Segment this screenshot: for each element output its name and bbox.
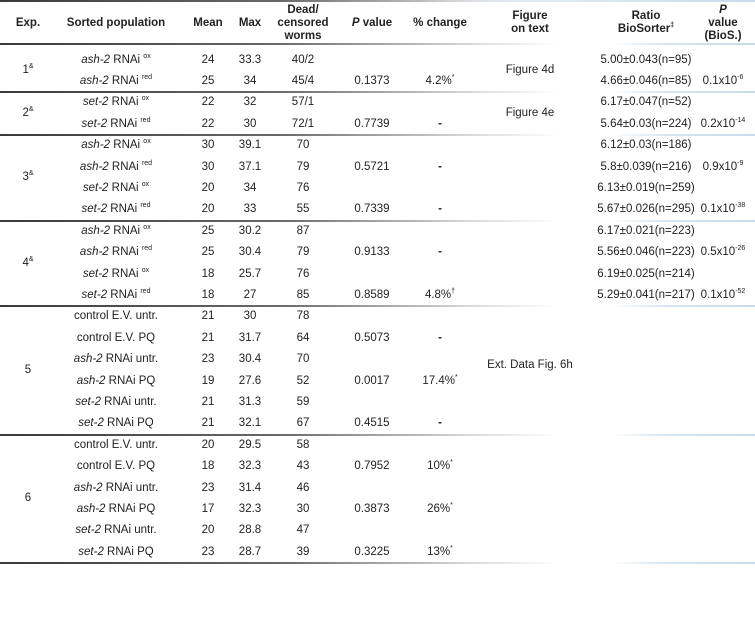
- group-separator-right: [610, 134, 755, 136]
- mean-value: 24: [201, 53, 215, 66]
- sorted-population: [77, 332, 155, 345]
- gene-name: ash-2: [79, 246, 109, 259]
- population-superscript: ox: [143, 223, 151, 231]
- sorted-population: [80, 246, 152, 259]
- percent-change: [426, 75, 455, 88]
- population-label: RNAi: [110, 139, 141, 152]
- population-superscript: red: [140, 116, 151, 124]
- max-value: 30.4: [238, 353, 262, 366]
- biosorter-ratio: 6.12±0.03(n=186): [600, 139, 692, 152]
- sorted-population: [75, 524, 156, 537]
- sorted-population: [81, 139, 150, 152]
- gene-name: ash-2: [79, 160, 109, 173]
- percent-change-value: -: [438, 331, 442, 344]
- dead-censored-value: 70: [296, 139, 310, 152]
- gene-name: ash-2: [76, 502, 106, 515]
- dead-censored-value: 58: [296, 438, 310, 451]
- dead-censored-value: 59: [296, 395, 310, 408]
- sorted-population: [75, 396, 156, 409]
- header-dead-censored: [277, 4, 328, 43]
- dead-censored-value: 87: [296, 224, 310, 237]
- max-value: 34: [243, 181, 257, 194]
- group-separator: [0, 134, 560, 136]
- percent-change-mark: *: [450, 459, 453, 467]
- dead-censored-value: 76: [296, 181, 310, 194]
- percent-change: [427, 546, 453, 559]
- biosorter-p-exponent: -9: [737, 159, 744, 167]
- dead-censored-value: 76: [296, 267, 310, 280]
- population-label: RNAi untr.: [100, 524, 157, 537]
- percent-change: [438, 246, 442, 259]
- population-label: RNAi: [108, 96, 139, 109]
- gene-name: ash-2: [73, 481, 103, 494]
- gene-name: ash-2: [81, 53, 111, 66]
- population-superscript: red: [140, 202, 151, 210]
- header-biosp-line1: P: [719, 4, 727, 16]
- sorted-population: [77, 375, 156, 388]
- gene-name: ash-2: [73, 353, 103, 366]
- dead-censored-value: 47: [296, 524, 310, 537]
- experiment-number: [22, 171, 33, 184]
- population-superscript: red: [141, 73, 153, 81]
- percent-change-value: 26%: [427, 502, 451, 515]
- population-label: RNAi PQ: [103, 545, 154, 558]
- experiment-id: 6: [24, 492, 32, 505]
- biosorter-p-exponent: -14: [735, 116, 746, 124]
- header-p-italic: P: [351, 17, 360, 29]
- max-value: 39.1: [238, 139, 262, 152]
- header-ratio-line1: Ratio: [631, 10, 661, 22]
- population-label: control E.V. PQ: [76, 331, 156, 344]
- p-value: 0.3873: [354, 502, 390, 515]
- experiment-number: [22, 107, 33, 120]
- group-separator: [0, 305, 560, 307]
- mean-value: 20: [201, 181, 215, 194]
- group-separator-right: [610, 220, 755, 222]
- experiment-mark: &: [28, 170, 34, 178]
- sorted-population: [81, 225, 150, 238]
- percent-change-mark: *: [450, 501, 453, 509]
- biosorter-ratio: 5.00±0.043(n=95): [600, 53, 692, 66]
- percent-change-value: -: [438, 246, 442, 259]
- max-value: 31.7: [238, 331, 262, 344]
- p-value: 0.4515: [354, 417, 390, 430]
- experiment-id: 3: [22, 171, 29, 184]
- population-label: RNAi untr.: [100, 395, 157, 408]
- dead-censored-value: 72/1: [291, 117, 315, 130]
- biosorter-ratio: 6.19±0.025(n=214): [597, 267, 695, 280]
- biosorter-p-base: 0.1x10: [700, 288, 736, 301]
- group-separator: [0, 91, 560, 93]
- percent-change-value: -: [438, 417, 442, 430]
- biosorter-p-base: 0.1x10: [700, 203, 736, 216]
- sorted-population: [82, 289, 151, 302]
- gene-name: set-2: [81, 203, 108, 216]
- dead-censored-value: 55: [296, 203, 310, 216]
- population-superscript: red: [140, 287, 151, 295]
- population-superscript: ox: [143, 138, 151, 146]
- header-exp: Exp.: [15, 17, 41, 29]
- population-label: RNAi PQ: [103, 417, 154, 430]
- biosorter-p-value: [703, 75, 744, 88]
- sorted-population: [74, 439, 158, 452]
- biosorter-p-base: 0.5x10: [700, 246, 736, 259]
- p-value: 0.0017: [354, 374, 390, 387]
- experiment-number: [25, 364, 31, 377]
- dead-censored-value: 39: [296, 545, 310, 558]
- max-value: 32.1: [238, 417, 262, 430]
- header-p-rest: value: [359, 17, 393, 29]
- mean-value: 23: [201, 545, 215, 558]
- mean-value: 20: [201, 438, 215, 451]
- experiment-mark: &: [28, 63, 34, 71]
- biosorter-p-base: 0.2x10: [700, 117, 736, 130]
- dead-censored-value: 30: [296, 502, 310, 515]
- biosorter-ratio: 4.66±0.046(n=85): [600, 74, 692, 87]
- experiment-number: [25, 492, 31, 505]
- sorted-population: [77, 460, 155, 473]
- population-superscript: ox: [141, 266, 150, 274]
- max-value: 30.4: [238, 246, 262, 259]
- mean-value: 18: [201, 460, 215, 473]
- mean-value: 25: [201, 224, 215, 237]
- figure-reference: Figure 4d: [505, 64, 555, 77]
- max-value: 30.2: [238, 224, 262, 237]
- population-superscript: red: [141, 159, 153, 167]
- population-label: RNAi: [108, 181, 139, 194]
- dead-censored-value: 46: [296, 481, 310, 494]
- dead-censored-value: 67: [296, 417, 310, 430]
- group-separator: [0, 562, 560, 564]
- mean-value: 21: [201, 417, 215, 430]
- experiment-id: 1: [22, 64, 29, 77]
- percent-change: [438, 161, 442, 174]
- gene-name: ash-2: [79, 74, 109, 87]
- population-label: RNAi: [108, 267, 139, 280]
- sorted-population: [81, 54, 150, 67]
- experiment-number: [22, 257, 33, 270]
- population-label: RNAi untr.: [102, 481, 159, 494]
- sorted-population: [74, 353, 158, 366]
- header-dead-line1: Dead/: [287, 4, 319, 16]
- dead-censored-value: 79: [296, 160, 310, 173]
- max-value: 32: [243, 96, 257, 109]
- population-superscript: red: [141, 245, 153, 253]
- population-label: RNAi PQ: [105, 502, 156, 515]
- percent-change: [422, 375, 457, 388]
- p-value: 0.5721: [354, 160, 390, 173]
- max-value: 25.7: [238, 267, 262, 280]
- experiment-id: 2: [22, 107, 29, 119]
- sorted-population: [82, 203, 151, 216]
- biosorter-p-base: 0.9x10: [702, 160, 738, 173]
- gene-name: set-2: [78, 545, 104, 558]
- dead-censored-value: 85: [296, 288, 310, 301]
- sorted-population: [77, 503, 156, 516]
- population-label: control E.V. untr.: [74, 438, 158, 451]
- biosorter-ratio: 6.17±0.047(n=52): [600, 96, 692, 109]
- percent-change: [425, 289, 455, 302]
- sorted-population: [83, 268, 149, 281]
- biosorter-p-value: [701, 118, 746, 131]
- percent-change: [438, 118, 442, 131]
- experiment-mark: &: [28, 255, 34, 263]
- biosorter-ratio: 5.8±0.039(n=216): [600, 160, 692, 173]
- mean-value: 30: [201, 139, 215, 152]
- header-biosorter-p: [704, 4, 741, 43]
- group-separator-right: [610, 305, 755, 307]
- max-value: 34: [243, 74, 257, 87]
- mean-value: 22: [201, 117, 215, 130]
- mean-value: 25: [201, 246, 215, 259]
- population-label: RNAi: [107, 288, 138, 301]
- sorted-population: [83, 182, 149, 195]
- figure-reference: Ext. Data Fig. 6h: [487, 358, 573, 371]
- max-value: 31.4: [238, 481, 262, 494]
- percent-change: [427, 460, 453, 473]
- biosorter-p-exponent: -38: [735, 202, 746, 210]
- header-rule-right: [610, 43, 755, 45]
- dead-censored-value: 52: [296, 374, 310, 387]
- biosorter-ratio: 5.67±0.026(n=295): [597, 203, 695, 216]
- experiment-number: [22, 64, 33, 77]
- biosorter-ratio: 6.17±0.021(n=223): [597, 224, 695, 237]
- biosorter-ratio: 6.13±0.019(n=259): [597, 181, 695, 194]
- mean-value: 21: [201, 331, 215, 344]
- header-p-value: [352, 17, 392, 30]
- max-value: 31.3: [238, 395, 262, 408]
- percent-change: [438, 417, 442, 430]
- max-value: 30: [243, 117, 257, 130]
- mean-value: 20: [201, 524, 215, 537]
- max-value: 37.1: [238, 160, 262, 173]
- mean-value: 17: [201, 502, 215, 515]
- max-value: 27.6: [238, 374, 262, 387]
- sorted-population: [80, 161, 152, 174]
- mean-value: 21: [201, 395, 215, 408]
- header-ratio-mark: ‡: [670, 22, 675, 29]
- header-rule: [0, 43, 560, 45]
- header-biosp-line2: value: [708, 17, 738, 29]
- population-label: RNAi: [108, 246, 139, 259]
- percent-change-mark: *: [454, 373, 458, 381]
- population-label: control E.V. PQ: [76, 460, 156, 473]
- population-label: RNAi: [108, 74, 139, 87]
- biosorter-p-exponent: -52: [735, 287, 746, 295]
- population-superscript: ox: [143, 52, 151, 60]
- dead-censored-value: 43: [296, 460, 310, 473]
- header-figure-line1: Figure: [512, 10, 548, 22]
- header-ratio-line2: BioSorter: [617, 23, 671, 35]
- max-value: 33.3: [238, 53, 262, 66]
- biosorter-p-exponent: -6: [737, 73, 744, 81]
- header-dead-line2: censored: [277, 17, 329, 29]
- mean-value: 21: [201, 310, 215, 323]
- p-value: 0.8589: [354, 288, 390, 301]
- population-label: RNAi untr.: [102, 353, 159, 366]
- population-label: control E.V. untr.: [74, 310, 158, 323]
- gene-name: set-2: [82, 267, 109, 280]
- biosorter-p-value: [701, 246, 746, 259]
- population-label: RNAi: [108, 160, 139, 173]
- header-biosp-line3: (BioS.): [704, 30, 742, 42]
- sorted-population: [80, 75, 152, 88]
- max-value: 30: [243, 310, 257, 323]
- percent-change-mark: *: [450, 544, 453, 552]
- population-label: RNAi: [110, 224, 141, 237]
- max-value: 29.5: [238, 438, 262, 451]
- percent-change: [438, 203, 442, 216]
- mean-value: 22: [201, 96, 215, 109]
- experiment-mark: &: [28, 106, 34, 113]
- group-separator-right: [610, 91, 755, 93]
- population-label: RNAi: [110, 53, 141, 66]
- gene-name: ash-2: [76, 374, 106, 387]
- mean-value: 19: [201, 374, 215, 387]
- sorted-population: [83, 96, 149, 109]
- population-label: RNAi PQ: [105, 374, 156, 387]
- percent-change-value: 17.4%: [422, 374, 455, 387]
- experiment-id: 5: [24, 363, 32, 376]
- gene-name: set-2: [75, 395, 101, 408]
- dead-censored-value: 45/4: [291, 74, 315, 87]
- population-label: RNAi: [107, 117, 138, 130]
- gene-name: set-2: [82, 96, 109, 109]
- header-population: Sorted population: [66, 17, 166, 29]
- gene-name: ash-2: [81, 224, 111, 237]
- figure-reference: Figure 4e: [505, 107, 555, 119]
- max-value: 27: [243, 288, 257, 301]
- gene-name: set-2: [82, 181, 109, 194]
- dead-censored-value: 64: [296, 331, 310, 344]
- biosorter-ratio: 5.56±0.046(n=223): [597, 246, 695, 259]
- population-superscript: ox: [141, 180, 150, 188]
- dead-censored-value: 57/1: [291, 96, 315, 109]
- max-value: 33: [243, 203, 257, 216]
- gene-name: set-2: [81, 117, 108, 130]
- mean-value: 25: [201, 74, 215, 87]
- p-value: 0.3225: [354, 545, 390, 558]
- population-label: RNAi: [107, 203, 138, 216]
- p-value: 0.7339: [354, 203, 390, 216]
- sorted-population: [74, 310, 158, 323]
- mean-value: 23: [201, 353, 215, 366]
- max-value: 28.7: [238, 545, 262, 558]
- gene-name: set-2: [75, 524, 101, 537]
- percent-change-mark: *: [451, 73, 455, 81]
- mean-value: 23: [201, 481, 215, 494]
- percent-change-value: -: [438, 117, 442, 130]
- max-value: 32.3: [238, 502, 262, 515]
- mean-value: 20: [201, 203, 215, 216]
- p-value: 0.7739: [354, 117, 390, 130]
- max-value: 32.3: [238, 460, 262, 473]
- mean-value: 30: [201, 160, 215, 173]
- sorted-population: [78, 417, 153, 430]
- header-figure: [511, 10, 549, 36]
- header-ratio: [618, 10, 674, 36]
- sorted-population: [74, 482, 158, 495]
- percent-change-value: 4.2%: [425, 74, 452, 87]
- header-change: % change: [413, 17, 467, 29]
- header-dead-line3: worms: [284, 30, 322, 42]
- dead-censored-value: 79: [296, 246, 310, 259]
- group-separator: [0, 434, 560, 436]
- gene-name: ash-2: [81, 139, 111, 152]
- percent-change: [438, 332, 442, 345]
- biosorter-p-value: [703, 161, 744, 174]
- p-value: 0.7952: [354, 460, 390, 473]
- percent-change-value: 13%: [427, 545, 451, 558]
- group-separator-right: [610, 562, 755, 564]
- max-value: 28.8: [238, 524, 262, 537]
- header-figure-line2: on text: [511, 23, 549, 35]
- mean-value: 18: [201, 288, 215, 301]
- group-separator: [0, 220, 560, 222]
- mean-value: 18: [201, 267, 215, 280]
- percent-change-value: 4.8%: [424, 288, 452, 301]
- dead-censored-value: 78: [296, 310, 310, 323]
- p-value: 0.5073: [354, 331, 390, 344]
- group-separator-right: [610, 434, 755, 436]
- table-top-rule-right: [420, 0, 755, 2]
- biosorter-p-value: [701, 203, 746, 216]
- percent-change: [427, 503, 453, 516]
- header-max: Max: [238, 17, 262, 29]
- sorted-population: [78, 546, 153, 559]
- header-mean: Mean: [193, 17, 223, 29]
- dead-censored-value: 70: [296, 353, 310, 366]
- experiment-id: 4: [22, 256, 29, 269]
- dead-censored-value: 40/2: [291, 53, 315, 66]
- gene-name: set-2: [81, 288, 108, 301]
- population-superscript: ox: [141, 95, 150, 103]
- percent-change-value: -: [438, 203, 442, 216]
- p-value: 0.9133: [354, 246, 390, 259]
- biosorter-p-base: 0.1x10: [702, 74, 738, 87]
- biosorter-ratio: 5.29±0.041(n=217): [597, 288, 695, 301]
- percent-change-mark: †: [451, 287, 456, 295]
- percent-change-value: -: [438, 160, 442, 173]
- p-value: 0.1373: [354, 74, 390, 87]
- sorted-population: [82, 118, 151, 131]
- biosorter-ratio: 5.64±0.03(n=224): [600, 117, 692, 130]
- biosorter-p-value: [701, 289, 746, 302]
- gene-name: set-2: [78, 417, 104, 430]
- biosorter-p-exponent: -26: [735, 245, 746, 253]
- percent-change-value: 10%: [427, 460, 451, 473]
